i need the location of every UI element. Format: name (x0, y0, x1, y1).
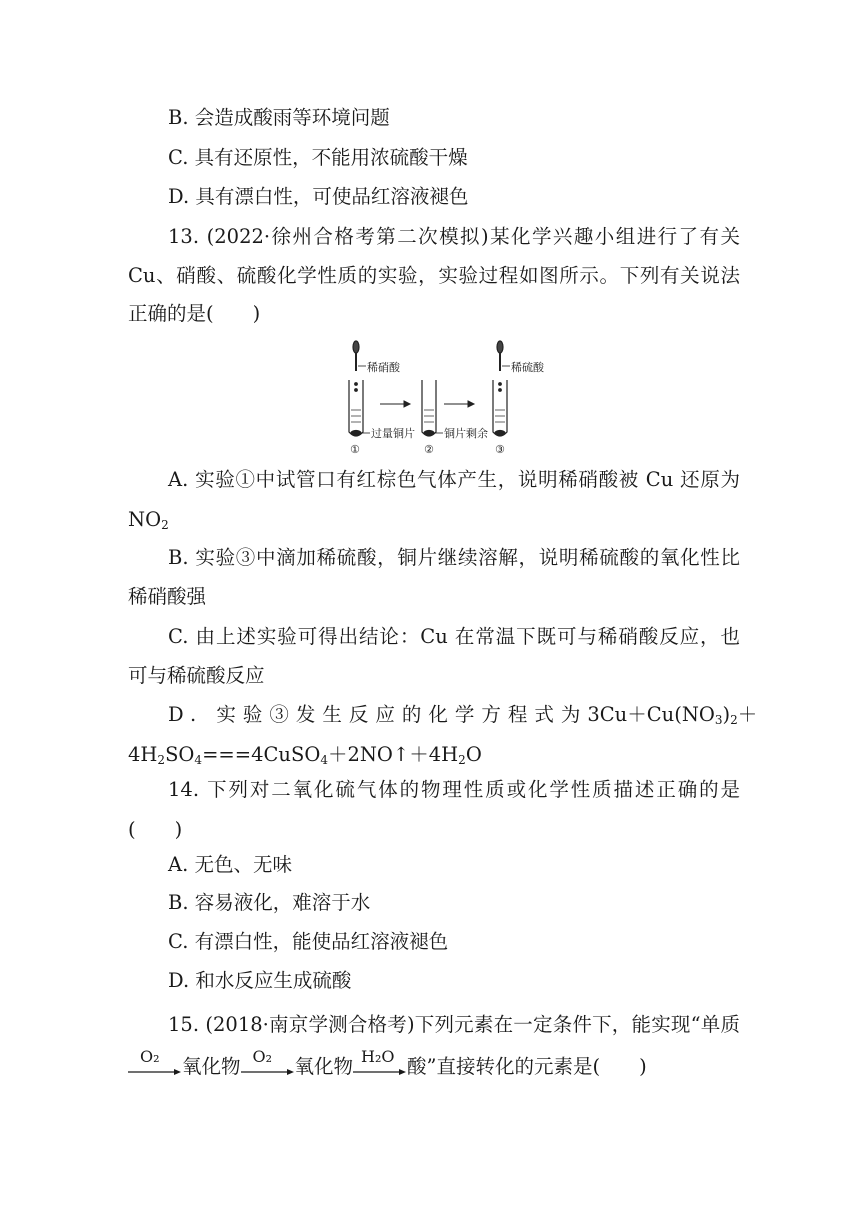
q14-stem-line-2: ( ) (128, 818, 183, 841)
label-num-1: ① (350, 443, 360, 456)
q13-stem-line-2: Cu、硝酸、硫酸化学性质的实验，实验过程如图所示。下列有关说法 (128, 264, 740, 287)
experiment-figure (340, 338, 560, 458)
q14-option-a: A. 无色、无味 (168, 853, 292, 876)
q14-stem-line-1: 14. 下列对二氧化硫气体的物理性质或化学性质描述正确的是 (168, 778, 740, 801)
tube-3 (493, 380, 507, 436)
q14-option-d: D. 和水反应生成硫酸 (168, 969, 352, 992)
test-tube-diagram (340, 338, 560, 458)
reaction-arrow-h2o: H₂O (353, 1052, 407, 1082)
q13-option-b-line-2: 稀硝酸强 (128, 585, 207, 608)
q12-option-d: D. 具有漂白性，可使品红溶液褪色 (168, 185, 469, 208)
q13-option-b-line-1: B. 实验③中滴加稀硫酸，铜片继续溶解，说明稀硫酸的氧化性比 (168, 546, 740, 569)
q13-stem-line-3: 正确的是( ) (128, 302, 261, 325)
q13-option-a-line-2: $NO_2$ (128, 508, 169, 532)
label-excess-copper: 过量铜片 (371, 427, 415, 440)
q15-stem-line-1: 15. (2018·南京学测合格考)下列元素在一定条件下，能实现“单质 (168, 1013, 740, 1036)
q15-stem-line-2: O₂ 氧化物 O₂ 氧化物 H₂O 酸”直接转化的元素是( ) (128, 1052, 740, 1082)
q13-option-d-line-2: $4H_2SO_4===4CuSO_4+2NO↑+4H_2O$ (128, 743, 482, 767)
label-copper-remaining: 铜片剩余 (444, 427, 488, 440)
label-dilute-sulfuric: 稀硫酸 (511, 361, 544, 374)
q13-stem-line-1: 13. (2022·徐州合格考第二次模拟)某化学兴趣小组进行了有关 (168, 225, 740, 248)
q14-option-b: B. 容易液化，难溶于水 (168, 891, 371, 914)
dropper-2 (497, 341, 503, 371)
q12-option-b: B. 会造成酸雨等环境问题 (168, 106, 390, 129)
q12-option-c: C. 具有还原性，不能用浓硫酸干燥 (168, 146, 468, 169)
label-num-3: ③ (495, 443, 505, 456)
reaction-arrow-o2-2: O₂ (241, 1052, 295, 1082)
label-dilute-nitric: 稀硝酸 (367, 361, 400, 374)
label-num-2: ② (424, 443, 434, 456)
tube-1 (349, 380, 363, 436)
reaction-arrow-o2-1: O₂ (128, 1052, 182, 1082)
q13-option-c-line-2: 可与稀硫酸反应 (128, 664, 265, 687)
q13-option-a-line-1: A. 实验①中试管口有红棕色气体产生，说明稀硝酸被 Cu 还原为 (168, 468, 740, 491)
q13-option-c-line-1: C. 由上述实验可得出结论：Cu 在常温下既可与稀硝酸反应，也 (168, 625, 740, 648)
q13-option-d-line-1: D. 实验③发生反应的化学方程式为 $3Cu+Cu(NO_3)_2+$ (168, 703, 758, 727)
tube-2 (422, 380, 436, 436)
dropper-1 (353, 341, 359, 371)
q14-option-c: C. 有漂白性，能使品红溶液褪色 (168, 930, 449, 953)
